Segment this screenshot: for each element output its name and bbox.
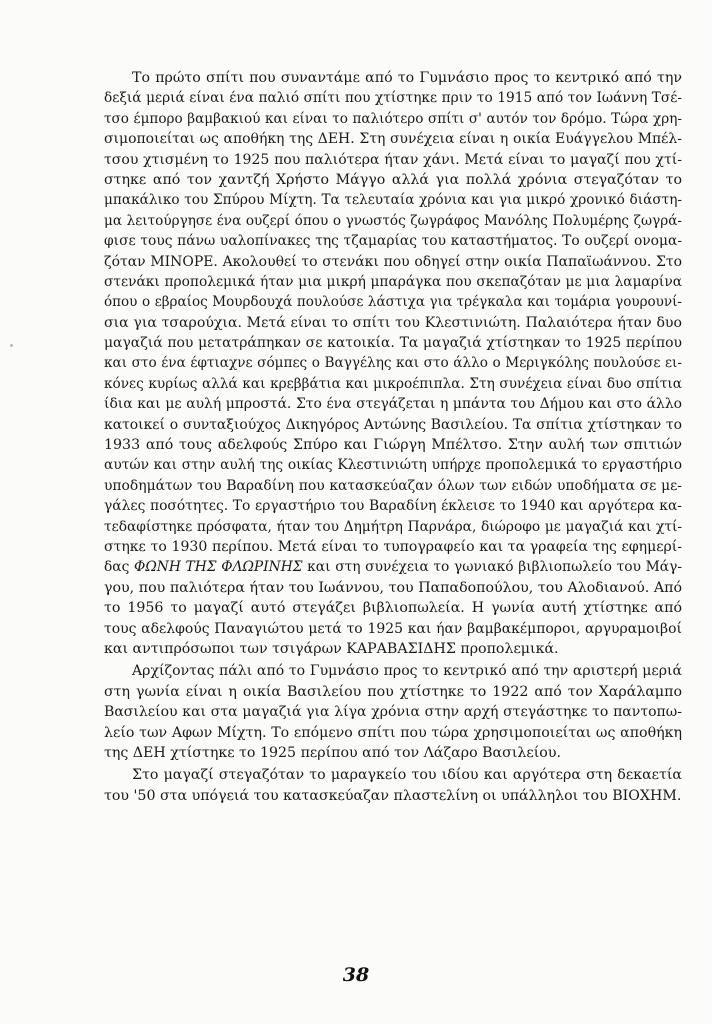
text-line: υποδημάτων του Βαραδίνη που κατασκεύαζαν όλων των ειδών υποδήματα σε με-: [104, 477, 682, 494]
text-line: του '50 στα υπόγειά του κατασκεύαζαν πλαστελίνη οι υπάλληλοι του ΒΙΟΧΗΜ.: [104, 787, 682, 804]
body-text: [104, 68, 682, 806]
text-line: Αρχίζοντας πάλι από το Γυμνάσιο προς το κεντρικό από την αριστερή μεριά: [132, 663, 682, 680]
text-line: σια για τσαρούχια. Μετά είναι το σπίτι του Κλεστινιώτη. Παλαιότερα ήταν δυο: [104, 314, 682, 331]
text-line: 1933 από τους αδελφούς Σπύρο και Γιώργη Μπέλτσο. Στην αυλή των σπιτιών: [104, 437, 682, 454]
text-line: μπακάλικο του Σπύρου Μίχτη. Τα τελευταία χρόνια και για μικρό χρονικό διάστη-: [104, 192, 682, 209]
text-line: και στο ένα έφτιαχνε σόμπες ο Βαγγέλης και στο άλλο ο Μεριγκόλης πουλούσε ει-: [104, 355, 682, 372]
text-line: δας ΦΩΝΗ ΤΗΣ ΦΛΩΡΙΝΗΣ και στη συνέχεια το γωνιακό βιβλιοπωλείο του Μάγ-: [104, 559, 682, 576]
text-line: στηκε το 1930 περίπου. Μετά είναι το τυπογραφείο και τα γραφεία της εφημερί-: [104, 538, 682, 555]
text-line: στη γωνία είναι η οικία Βασιλείου που χτίστηκε το 1922 από τον Χαράλαμπο: [104, 683, 682, 700]
text-line: μαγαζιά που μετατράπηκαν σε κατοικία. Τα μαγαζιά χτίστηκαν το 1925 περίπου: [104, 335, 682, 352]
text-line: τσο έμπορο βαμβακιού και είναι το παλιότερο σπίτι σ' αυτόν τον δρόμο. Τώρα χρη-: [104, 110, 682, 127]
text-line: στενάκι προπολεμικά ήταν μια μικρή μπαράγκα που σκεπαζόταν με μια λαμαρίνα: [104, 273, 682, 290]
text-line: Στο μαγαζί στεγαζόταν το μαραγκείο του ιδίου και αργότερα στη δεκαετία: [132, 767, 682, 784]
paragraph: [104, 765, 682, 806]
scan-speck: [10, 344, 13, 347]
newspaper-title: ΦΩΝΗ ΤΗΣ ΦΛΩΡΙΝΗΣ: [134, 559, 303, 576]
text-line: τεδαφίστηκε πρόσφατα, ήταν του Δημήτρη Παρνάρα, διώροφο με μαγαζιά και χτί-: [104, 518, 682, 535]
text-line: της ΔΕΗ χτίστηκε το 1925 περίπου από τον Λάζαρο Βασιλείου.: [104, 744, 561, 761]
text-line: σιμοποιείται ως αποθήκη της ΔΕΗ. Στη συνέχεια είναι η οικία Ευάγγελου Μπέλ-: [104, 131, 682, 148]
text-line: λείο των Αφων Μίχτη. Το επόμενο σπίτι που τώρα χρησιμοποιείται ως αποθήκη: [104, 724, 682, 741]
text-line: κατοικεί ο συνταξιούχος Δικηγόρος Αντώνης Βασιλείου. Τα σπίτια χτίστηκαν το: [104, 416, 682, 433]
paragraph: [104, 68, 682, 659]
text-line: ίδια και με αυλή μπροστά. Στο ένα στεγάζεται η μπάντα του Δήμου και στο άλλο: [104, 396, 682, 413]
paragraph: [104, 661, 682, 763]
text-line: στηκε από τον χαντζή Χρήστο Μάγγο αλλά για πολλά χρόνια στεγαζόταν το: [104, 171, 682, 188]
text-line: το 1956 το μαγαζί αυτό στεγάζει βιβλιοπωλεία. Η γωνία αυτή χτίστηκε από: [104, 600, 682, 617]
text-line: αυτών και στην αυλή της οικίας Κλεστινιώτη υπήρχε προπολεμικά το εργαστήριο: [104, 457, 682, 474]
text-line: ζόταν ΜΙΝΟΡΕ. Ακολουθεί το στενάκι που οδηγεί στην οικία Παπαϊωάννου. Στο: [104, 253, 682, 270]
text-line: τους αδελφούς Παναγιώτου μετά το 1925 και ήαν βαμβακέμποροι, αργυραμοιβοί: [104, 620, 682, 637]
text-line: μα λειτούργησε ένα ουζερί όπου ο γνωστός ζωγράφος Μανόλης Πολυμέρης ζωγρά-: [104, 212, 682, 229]
text-line: γου, που παλιότερα ήταν του Ιωάννου, του Παπαδοπούλου, του Αλοδιανού. Από: [104, 579, 682, 596]
text-line: όπου ο εβραίος Μουρδουχά πουλούσε λάστιχα για τρέγκαλα και τομάρια γουρουνί-: [104, 294, 682, 311]
text-line: κόνες κυρίως αλλά και κρεββάτια και μικροέπιπλα. Στη συνέχεια είναι δυο σπίτια: [104, 375, 682, 392]
text-line: τσου χτισμένη το 1925 που παλιότερα ήταν χάνι. Μετά είναι το μαγαζί που χτί-: [104, 151, 682, 168]
text-line: Το πρώτο σπίτι που συναντάμε από το Γυμνάσιο προς το κεντρικό από την: [132, 70, 682, 86]
text-line: Βασιλείου και στα μαγαζιά για λίγα χρόνια στην αρχή στεγάστηκε το παντοπω-: [104, 704, 682, 721]
text-line: φισε τους πάνω υαλοπίνακες της τζαμαρίας του καταστήματος. Το ουζερί ονομα-: [104, 233, 682, 250]
text-line: γάλες ποσότητες. Το εργαστήριο του Βαραδίνη έκλεισε το 1940 και αργότερα κα-: [104, 498, 682, 515]
text-line: δεξιά μεριά είναι ένα παλιό σπίτι που χτίστηκε πριν το 1915 από τον Ιωάννη Τσέ-: [104, 90, 682, 107]
text-line: και αντιπρόσωποι των τσιγάρων ΚΑΡΑΒΑΣΙΔΗΣ προπολεμικά.: [104, 640, 559, 657]
page-number: 38: [342, 964, 370, 986]
